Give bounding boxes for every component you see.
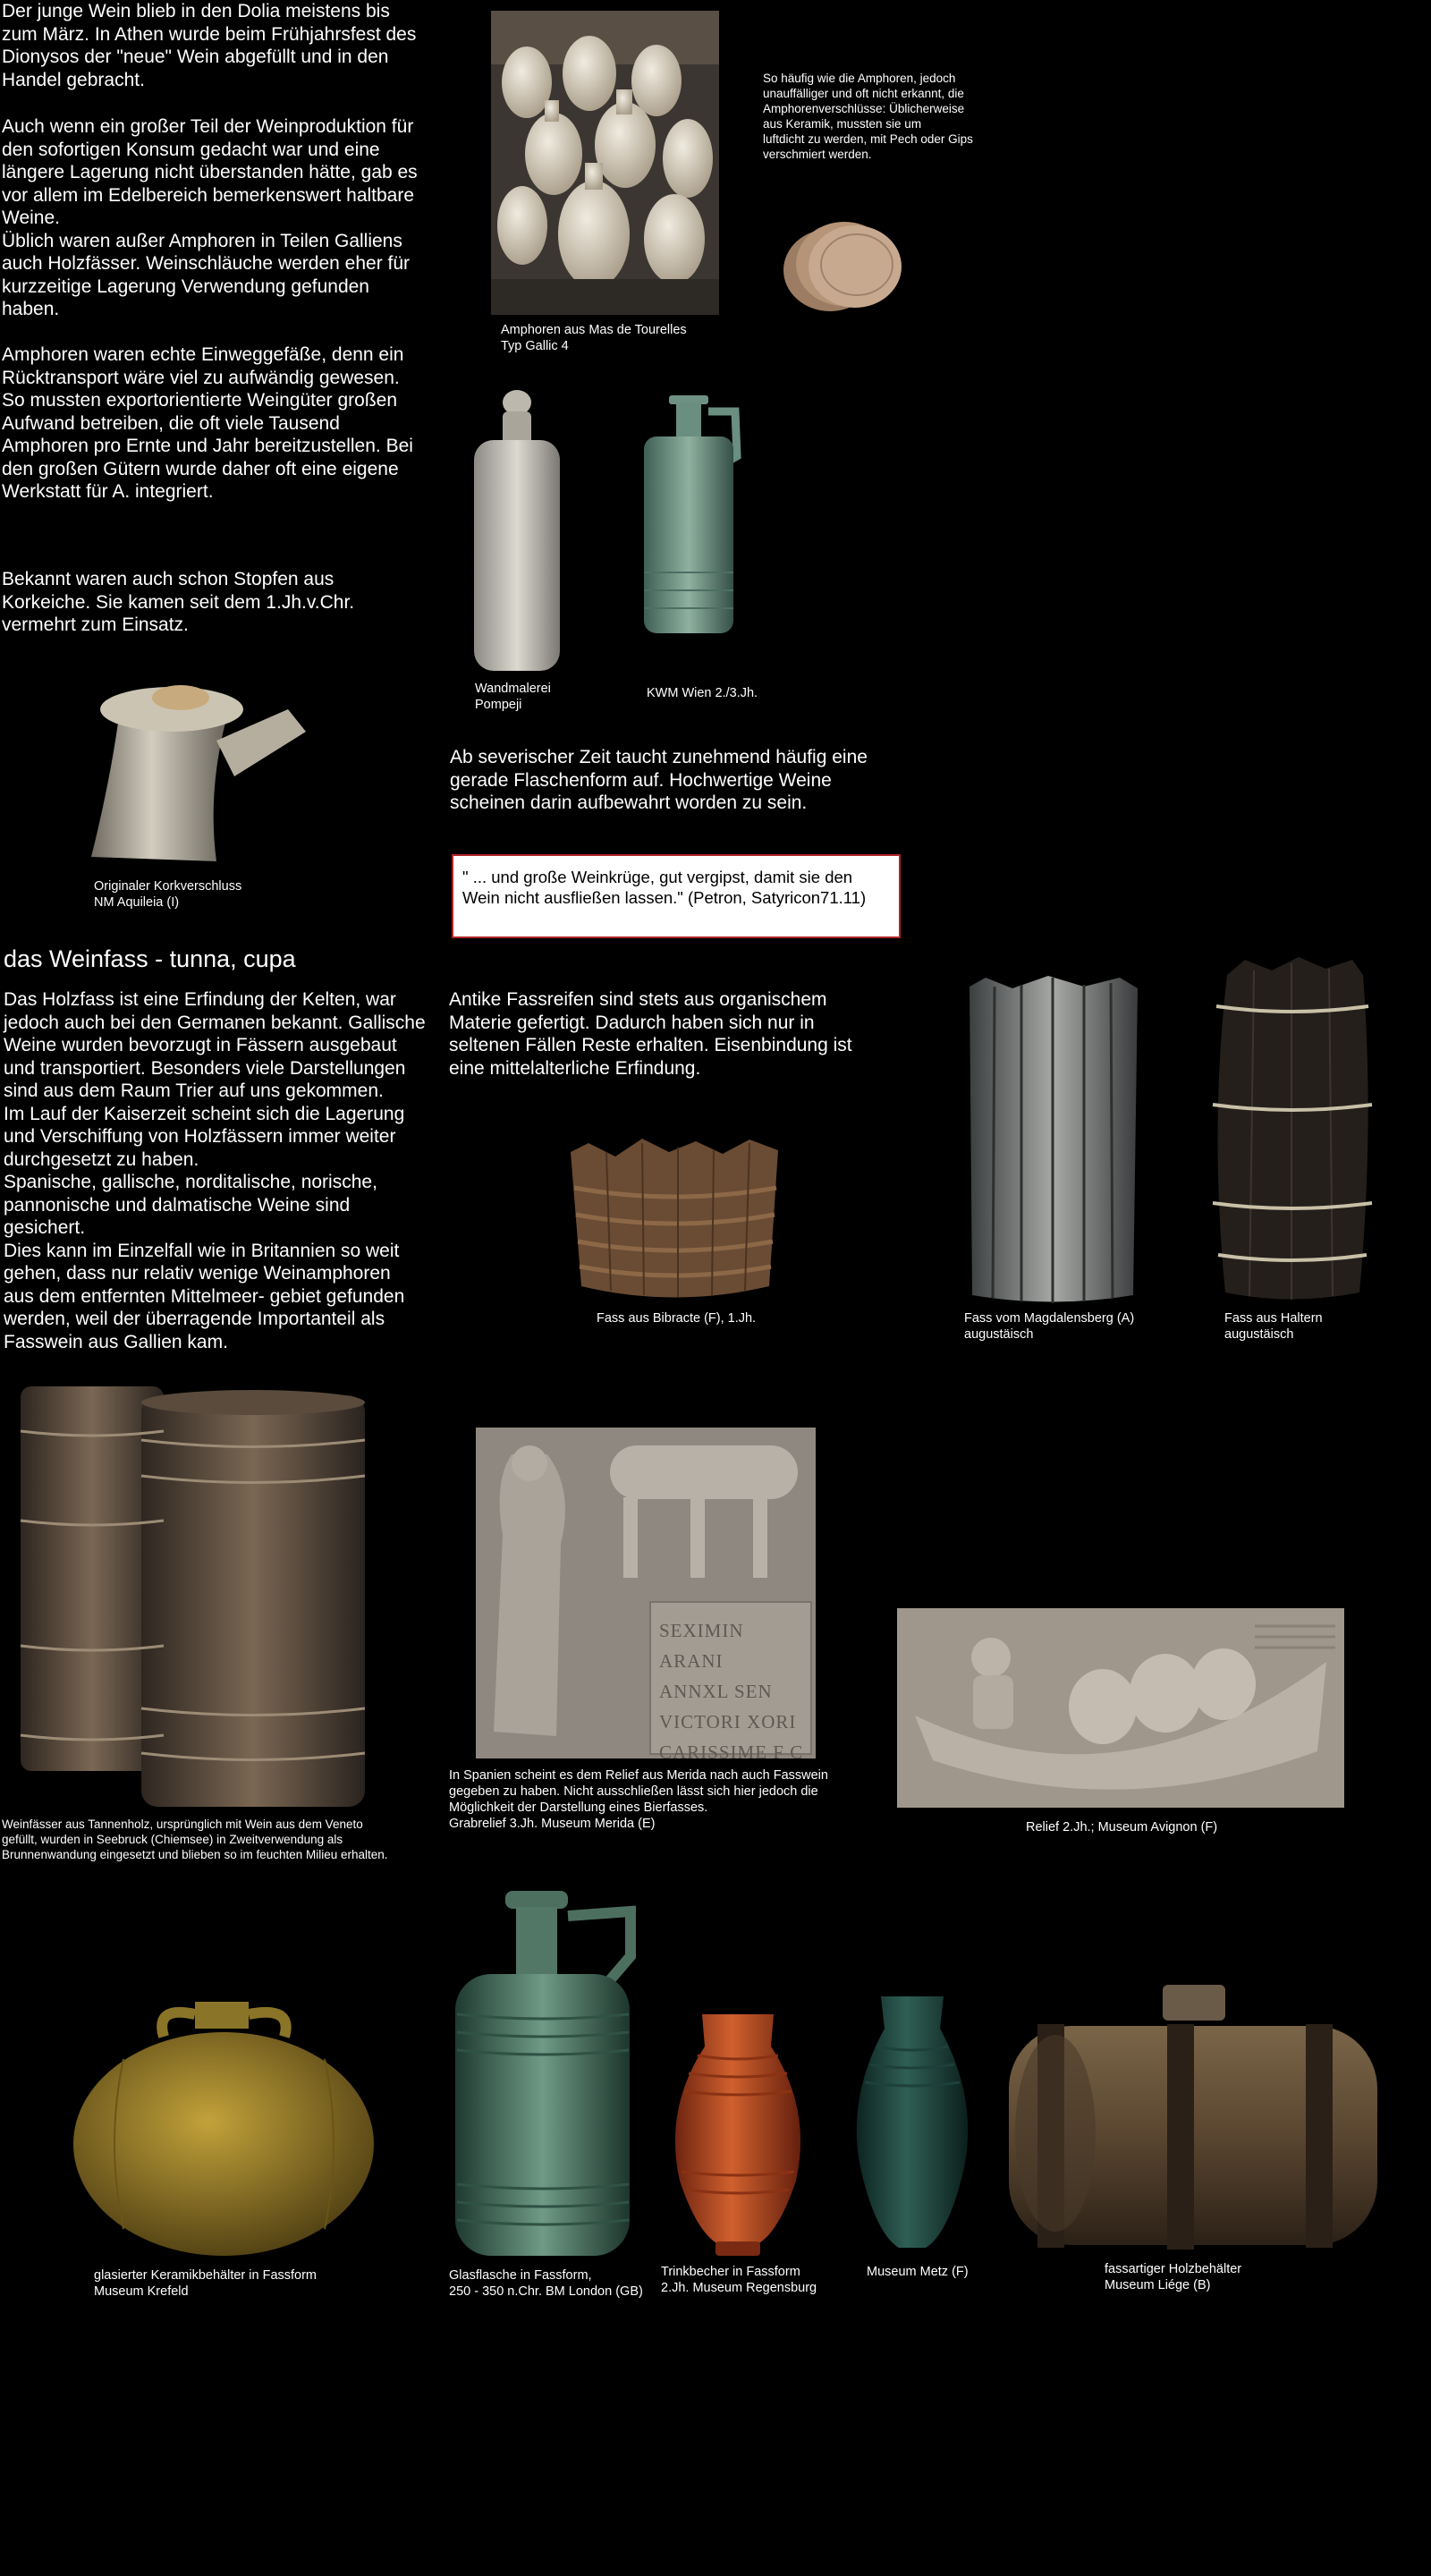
krefeld-container-photo [70,1996,378,2260]
caption-krefeld: glasierter Keramikbehälter in Fassform Museum Krefeld [94,2268,318,2299]
caption-seebruck: Weinfässer aus Tannenholz, ursprünglich mit Wein aus dem Veneto gefüllt, wurden in Seebruck (Chiemsee) in Zweitverwendung als Brunnenwandung eingesetzt und blieben so im feuchten Milieu erhalten. [2,1818,388,1861]
caption-liege: fassartiger Holzbehälter Museum Liége (B) [1105,2262,1242,2292]
caption-bibracte: Fass aus Bibracte (F), 1.Jh. [597,1311,757,1326]
quote-box: " ... und große Weinkrüge, gut vergipst, damit sie den Wein nicht ausfließen lassen." (Petron, Satyricon71.11) [452,854,901,938]
caption-amphorae: Amphoren aus Mas de Tourelles Typ Gallic 4 [501,323,687,353]
cork-stopper-vessel-photo [82,669,315,875]
caption-kwm: KWM Wien 2./3.Jh. [647,686,758,700]
regensburg-beaker-photo [662,2011,814,2259]
amphora-closures-photo [775,215,909,318]
metz-vessel-photo [845,1993,979,2261]
amphorae-photo [491,11,719,315]
consumption-paragraph: Auch wenn ein großer Teil der Weinproduktion für den sofortigen Konsum gedacht war und eine längere Lagerung nicht überstanden hätte, gab es vor allem im Edelbereich bemerkenswert haltbare Weine. Üblich waren außer Amphoren in Teilen Galliens auch Holzfässer. Weinschläuche werden eher für kurzzeitige Lagerung Verwendung gefunden haben. [2,116,418,319]
caption-magdalensberg: Fass vom Magdalensberg (A) augustäisch [964,1311,1135,1342]
glass-barrel-bottle-photo [452,1889,639,2260]
barrel-paragraph: Das Holzfass ist eine Erfindung der Kelten, war jedoch auch bei den Germanen bekannt. Gallische Weine wurden bevorzugt in Fässern ausgebaut und transportiert. Besonders viele Darstellungen sind aus dem Raum Trier auf uns gekommen. Im Lauf der Kaiserzeit scheint sich die Lagerung und Verschiffung von Holzfässern immer weiter durchgesetzt zu haben. Spanische, gallische, norditalische, norische, pannonische und dalmatische Weine sind gesichert. Dies kann im Einzelfall wie in Britannien so weit gehen, dass nur relativ wenige Weinamphoren aus dem entfernten Mittelmeer- gebiet gefunden werden, weil der überragende Importanteil als Fasswein aus Gallien kam. [4,989,426,1352]
caption-regensburg: Trinkbecher in Fassform 2.Jh. Museum Regensburg [661,2265,817,2295]
magdalensberg-barrel-photo [959,969,1147,1307]
haltern-barrel-photo [1209,953,1375,1303]
oneway-paragraph: Amphoren waren echte Einweggefäße, denn ein Rücktransport wäre viel zu aufwändig gewesen. So mussten exportorientierte Weingüter großen Aufwand betreiben, die oft viele Tausend Amphoren pro Ernte und Jahr bereitzustellen. Bei den großen Gütern wurde daher oft eine eigene Werkstatt für A. integriert. [2,344,413,502]
kwm-glass-bottle-photo [637,394,753,635]
caption-glass-bottle: Glasflasche in Fassform, 250 - 350 n.Chr. BM London (GB) [449,2268,643,2299]
seebruck-barrels-photo [16,1377,374,1807]
hoops-paragraph: Antike Fassreifen sind stets aus organischem Materie gefertigt. Dadurch haben sich nur in seltenen Fällen Reste erhalten. Eisenbindung ist eine mittelalterliche Erfindung. [449,989,852,1079]
caption-avignon: Relief 2.Jh.; Museum Avignon (F) [1026,1820,1218,1835]
cork-paragraph: Bekannt waren auch schon Stopfen aus Korkeiche. Sie kamen seit dem 1.Jh.v.Chr. vermehrt zum Einsatz. [2,569,355,635]
bibracte-barrel-photo [562,1116,787,1304]
closures-paragraph: So häufig wie die Amphoren, jedoch unauffälliger und oft nicht erkannt, die Amphorenverschlüsse: Üblicherweise aus Keramik, mussten sie um luftdicht zu werden, mit Pech oder Gips verschmiert werden. [763,72,973,161]
caption-wall-painting: Wandmalerei Pompeji [475,682,551,712]
merida-relief-photo [476,1428,816,1763]
wall-painting-bottle-photo [465,386,568,677]
caption-cork-stopper: Originaler Korkverschluss NM Aquileia (I) [94,879,242,910]
caption-haltern: Fass aus Haltern augustäisch [1224,1311,1323,1342]
caption-merida: In Spanien scheint es dem Relief aus Merida nach auch Fasswein gegeben zu haben. Nicht ausschließen lässt sich hier jedoch die Möglichkeit der Darstellung eines Bierfasses. Grabrelief 3.Jh. Museum Merida (E) [449,1768,828,1831]
barrel-heading: das Weinfass - tunna, cupa [4,945,296,972]
relief-inscription: SEXIMIN ARANI ANNXL SEN VICTORI XORI CARISSIME F C [659,1620,804,1763]
caption-metz: Museum Metz (F) [867,2265,969,2279]
avignon-relief-photo [897,1608,1344,1808]
intro-paragraph: Der junge Wein blieb in den Dolia meistens bis zum März. In Athen wurde beim Frühjahrsfest des Dionysos der "neue" Wein abgefüllt und in den Handel gebracht. [2,1,417,90]
bottles-paragraph: Ab severischer Zeit taucht zunehmend häufig eine gerade Flaschenform auf. Hochwertige Weine scheinen darin aufbewahrt worden zu sein. [450,747,868,813]
liege-wooden-container-photo [1002,1981,1382,2254]
